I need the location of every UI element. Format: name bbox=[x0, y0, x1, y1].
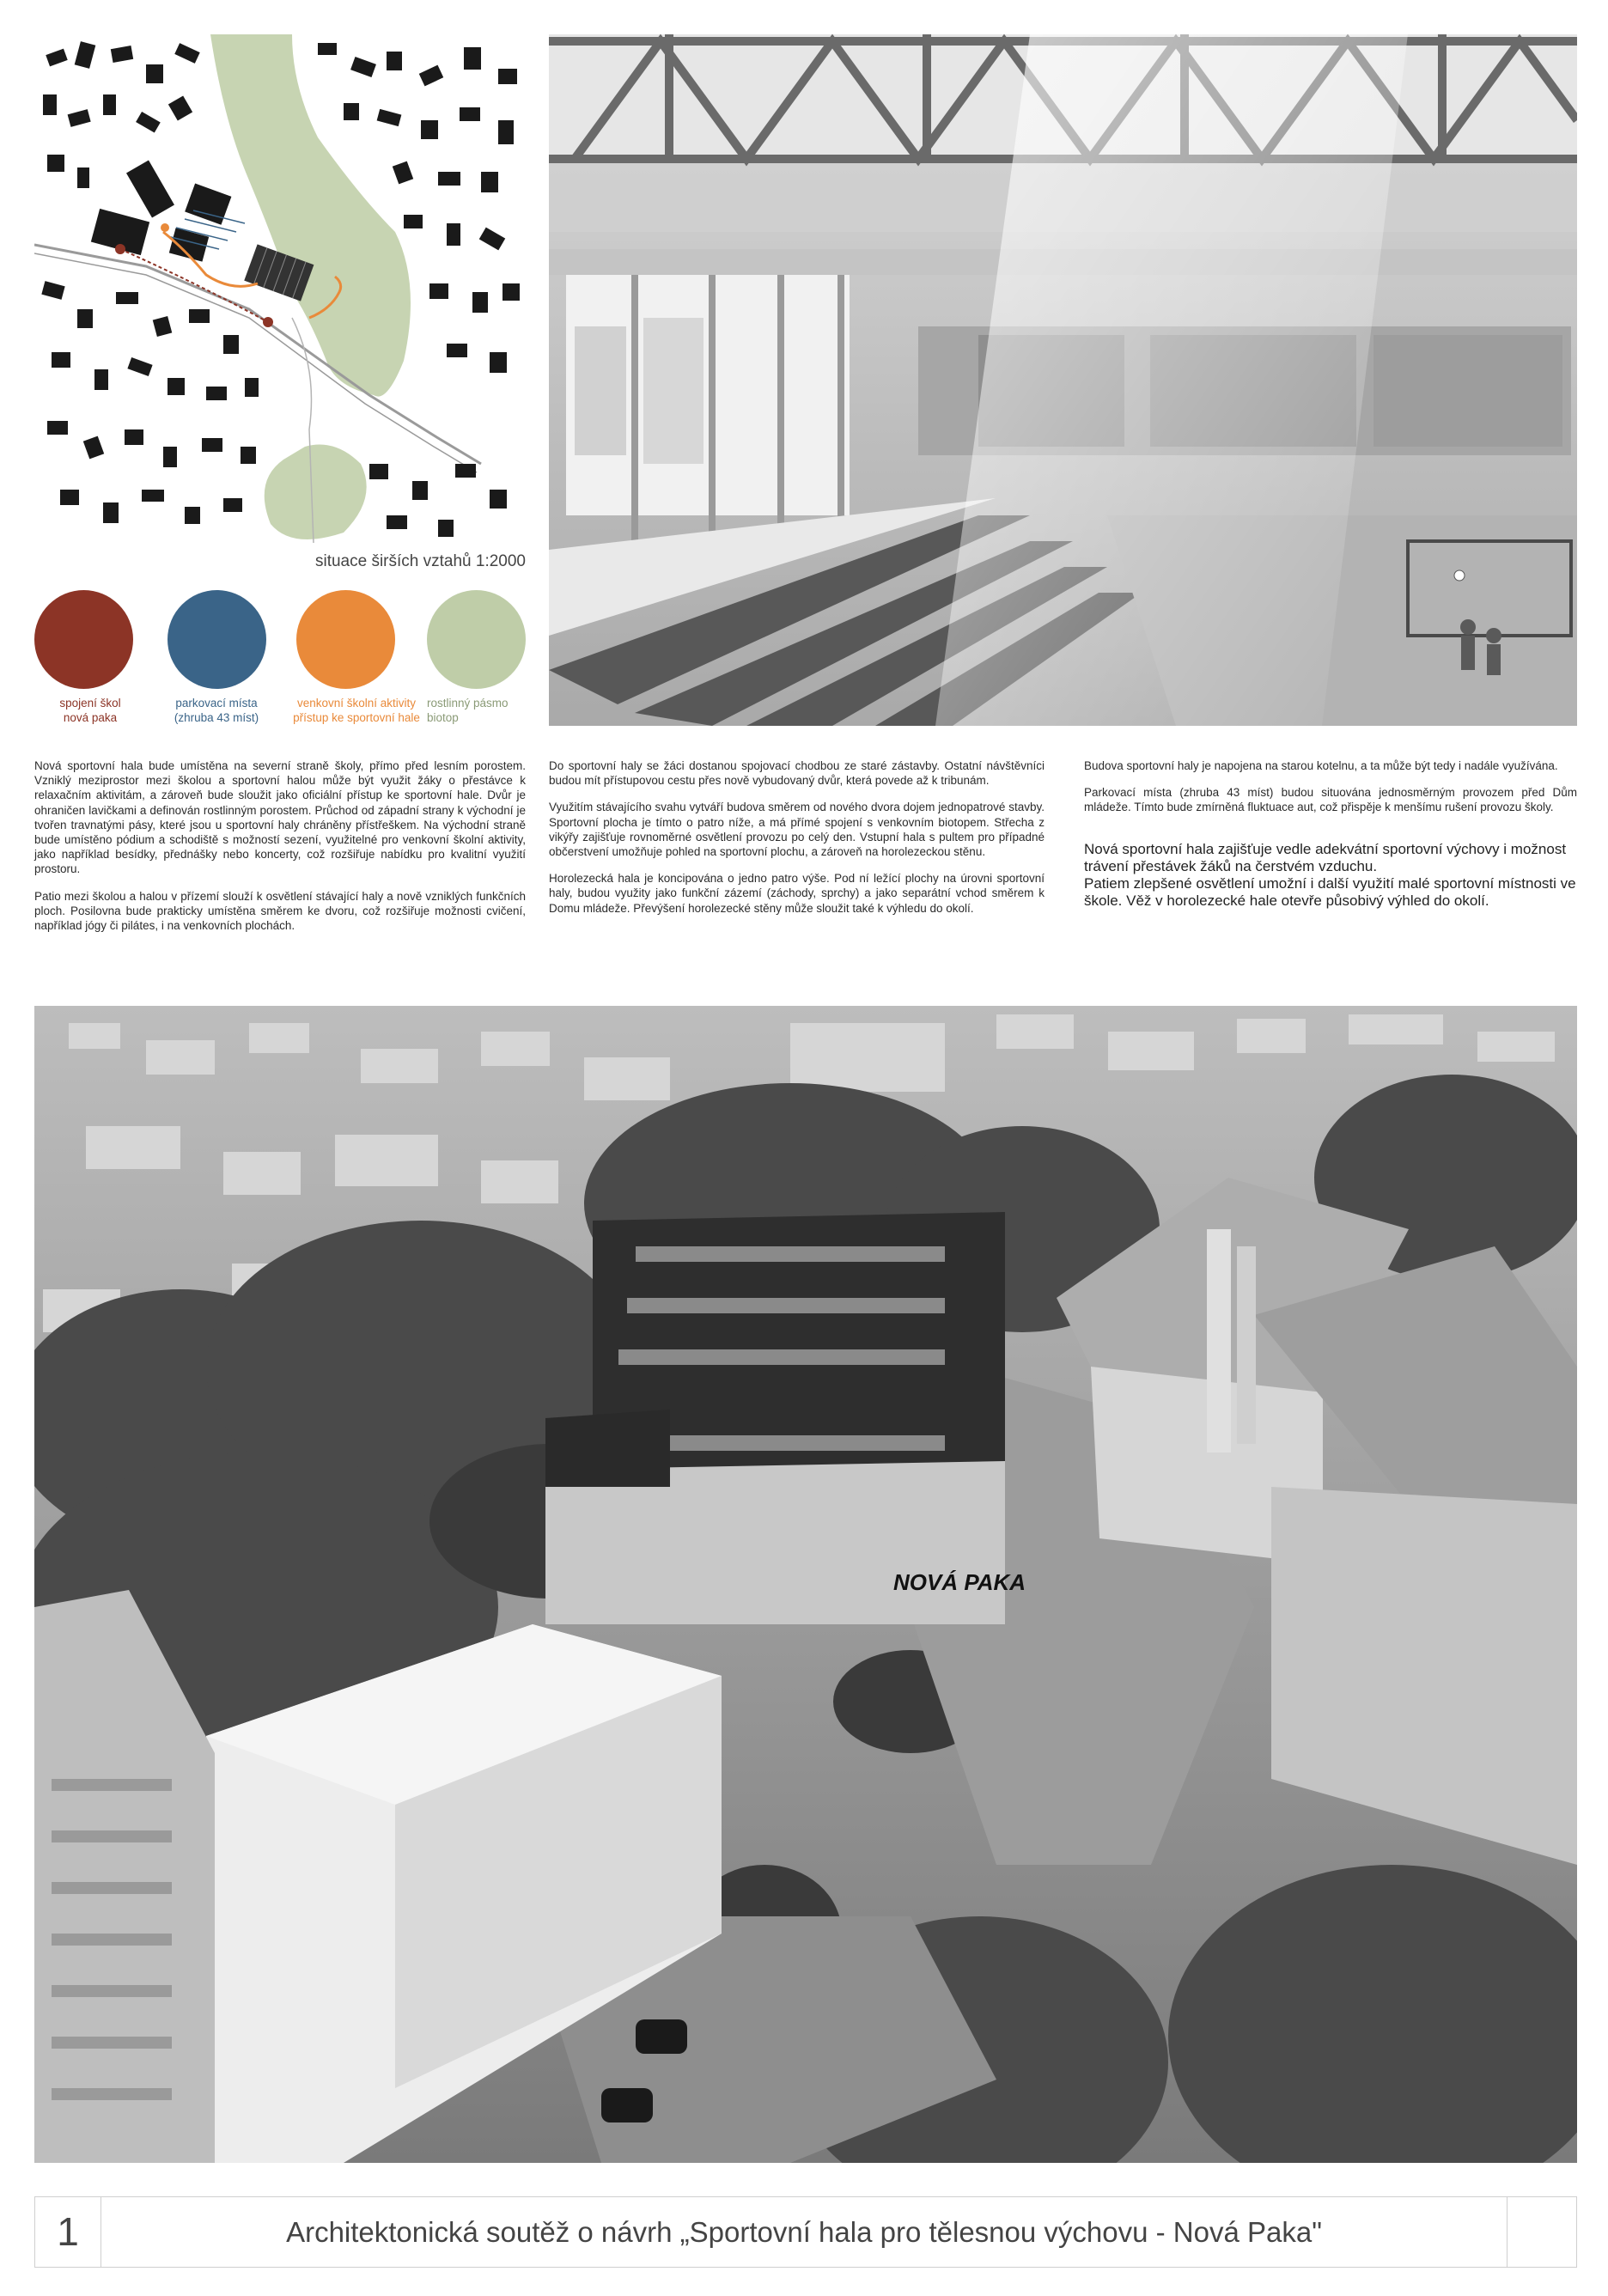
legend-swatch-school-connection bbox=[34, 590, 133, 689]
legend-swatch-biotop bbox=[427, 590, 526, 689]
legend-label-parking: parkovací místa (zhruba 43 míst) bbox=[174, 697, 259, 724]
lead-paragraph: Nová sportovní hala zajišťuje vedle adekvátní sportovní výchovy i možnost trávení přestávek žáků na čerstvém vzduchu. Patiem zlepšené osvětlení umožní i další využití malé sportovní místnosti ve škole. Věž v horolezecké hale otevře působivý výhled do okolí. bbox=[1084, 840, 1576, 909]
site-plan-drawing bbox=[34, 34, 526, 543]
map-scale-caption: situace širších vztahů 1:2000 bbox=[314, 552, 526, 570]
paragraph: Využitím stávajícího svahu vytváří budova směrem od nového dvora dojem jednopatrové stavby. Sportovní plocha je tímto o patro níže, a má přímé spojení s venkovním biotopem. Střecha z vikýřy zajišťuje rovnoměrné osvětlení provozu po celý den. Vstupní hala s pultem pro případné občerstvení umožňuje pohled na sportovní plochu, a zároveň na horolezeckou stěnu. bbox=[549, 801, 1045, 859]
interior-render-image bbox=[549, 34, 1577, 726]
paragraph: Nová sportovní hala bude umístěna na severní straně školy, přímo před lesním porostem. Vzniklý meziprostor mezi školou a sportovní halou může být využit žáky o přestávce k relaxačním aktivitám, a zároveň bude sloužit jako oficiální přístup ke sportovní hale. Dvůr je ohraničen lavičkami a definován rostlinným porostem. Průchod od západní strany k východní je tvořen travnatými pásy, které jsou u sportovní haly chráněny přístřeškem. Na východní straně bude umístěno pódium a schodiště s možností sezení, využitelné pro venkovní školní aktivity, jako například besídky, přednášky nebo koncerty, což rozšiřuje nabídku pro kvalitní využití prostoru. bbox=[34, 759, 526, 876]
sheet-number: 1 bbox=[35, 2197, 101, 2267]
interior-render-drawing bbox=[549, 34, 1577, 726]
title-block bbox=[34, 2196, 1577, 2268]
paragraph: Parkovací místa (zhruba 43 míst) budou situována jednosměrným provozem před Dům mládeže. Tímto bude zmírněná fluktuace aut, což přispěje k menšímu rušení provozu školy. bbox=[1084, 786, 1577, 814]
aerial-render-drawing bbox=[34, 1006, 1577, 2163]
legend-swatch-parking bbox=[168, 590, 266, 689]
legend-label-biotop: rostlinný pásmo biotop bbox=[427, 697, 509, 724]
text-column-3 bbox=[1084, 758, 1577, 922]
paragraph: Budova sportovní haly je napojena na starou kotelnu, a ta může být tedy i nadále využívána. bbox=[1084, 759, 1558, 772]
paragraph: Horolezecká hala je koncipována o jedno patro výše. Pod ní ležící plochy na úrovni sportovní haly, budou využity jako funkční zázemí (záchody, sprchy) a jako separátní vchod směrem k Domu mládeže. Převýšení horolezecké stěny může sloužit také k výhledu do okolí. bbox=[549, 872, 1045, 915]
sheet-corner-box bbox=[1507, 2197, 1576, 2267]
legend-label-school-connection: spojení škol nová paka bbox=[59, 697, 121, 724]
legend-label-outdoor-activities: venkovní školní aktivity přístup ke sportovní hale bbox=[293, 697, 420, 724]
site-plan-map bbox=[34, 34, 526, 543]
paragraph: Do sportovní haly se žáci dostanou spojovací chodbou ze staré zástavby. Ostatní návštěvníci budou mít přístupovou cestu přes nově vybudovaný dvůr, která povede až k tribunám. bbox=[549, 759, 1045, 788]
text-column-1 bbox=[34, 758, 526, 945]
paragraph: Patio mezi školou a halou v přízemí slouží k osvětlení stávající haly a nově vzniklých funkčních ploch. Posilovna bude prakticky umístěna směrem ke dvoru, což rozšiřuje možnosti cvičení, například jógy či pilátes, i na venkovních plochách. bbox=[34, 889, 526, 933]
sheet-title: Architektonická soutěž o návrh „Sportovní hala pro tělesnou výchovu - Nová Paka" bbox=[286, 2216, 1322, 2248]
text-column-2 bbox=[549, 758, 1045, 928]
aerial-render-image bbox=[34, 1006, 1577, 2163]
legend-swatch-outdoor-activities bbox=[296, 590, 395, 689]
hall-sign-text: NOVÁ PAKA bbox=[893, 1569, 1026, 1595]
